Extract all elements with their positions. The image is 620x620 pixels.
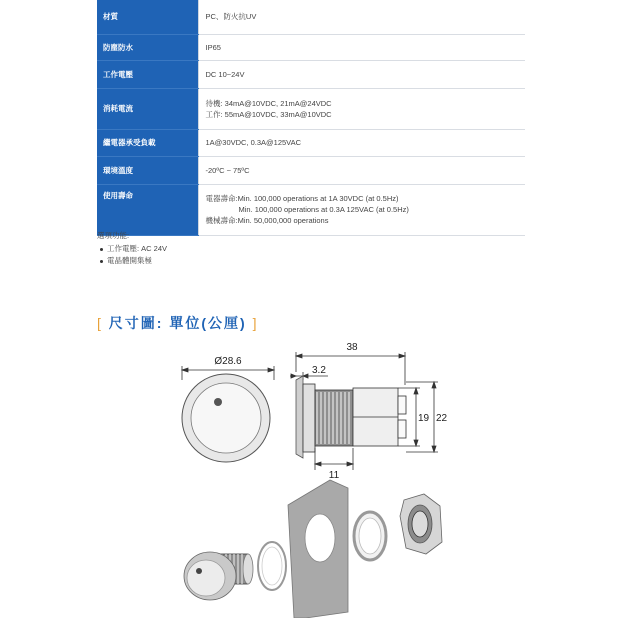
spec-row-voltage xyxy=(97,60,525,88)
list-item: 電晶體開集極 xyxy=(97,255,167,267)
options-list xyxy=(97,243,167,267)
flange-label: 3.2 xyxy=(312,365,326,376)
spec-row-ip xyxy=(97,34,525,60)
options-notes xyxy=(97,230,167,267)
thread-label: 11 xyxy=(328,470,340,481)
spec-row-relay xyxy=(97,129,525,156)
diameter-label: Ø28.6 xyxy=(214,356,242,367)
body-label: 19 xyxy=(418,413,430,424)
bracket-close: ] xyxy=(252,315,259,331)
dimension-title-text: 尺寸圖: 單位(公厘) xyxy=(108,315,247,331)
spec-label: 防塵防水 xyxy=(97,34,198,60)
exploded-view-drawing xyxy=(184,480,442,618)
overall-label: 22 xyxy=(436,413,448,424)
spec-label: 繼電器承受負載 xyxy=(97,129,198,156)
dimension-drawing xyxy=(170,340,450,618)
spec-value: IP65 xyxy=(198,34,525,60)
spec-value: 電器壽命:Min. 100,000 operations at 1A 30VDC (at 0.5Hz) Min. 100,000 operations at 0.3A 125VAC (at 0.5Hz) 機械壽命:Min. 50,000,000 operations xyxy=(198,184,525,235)
spec-row-lifetime xyxy=(97,184,525,235)
list-item: 工作電壓: AC 24V xyxy=(97,243,167,255)
spec-row-material xyxy=(97,0,525,34)
spec-value: DC 10~24V xyxy=(198,60,525,88)
spec-row-current xyxy=(97,88,525,129)
front-view-drawing xyxy=(182,366,274,462)
spec-label: 工作電壓 xyxy=(97,60,198,88)
dimension-title xyxy=(97,313,258,331)
spec-label: 材質 xyxy=(97,0,198,34)
length-label: 38 xyxy=(346,342,358,353)
options-heading: 選項功能: xyxy=(97,231,130,240)
spec-label: 環境溫度 xyxy=(97,156,198,184)
spec-value: -20ºC ~ 75ºC xyxy=(198,156,525,184)
spec-label: 消耗電流 xyxy=(97,88,198,129)
spec-row-temperature xyxy=(97,156,525,184)
spec-label: 使用壽命 xyxy=(97,184,198,235)
bracket-open: [ xyxy=(97,315,103,331)
spec-value: PC、防火抗UV xyxy=(198,0,525,34)
spec-value: 1A@30VDC, 0.3A@125VAC xyxy=(198,129,525,156)
spec-value: 待機: 34mA@10VDC, 21mA@24VDC 工作: 55mA@10VDC, 33mA@10VDC xyxy=(198,88,525,129)
spec-table xyxy=(97,0,525,236)
